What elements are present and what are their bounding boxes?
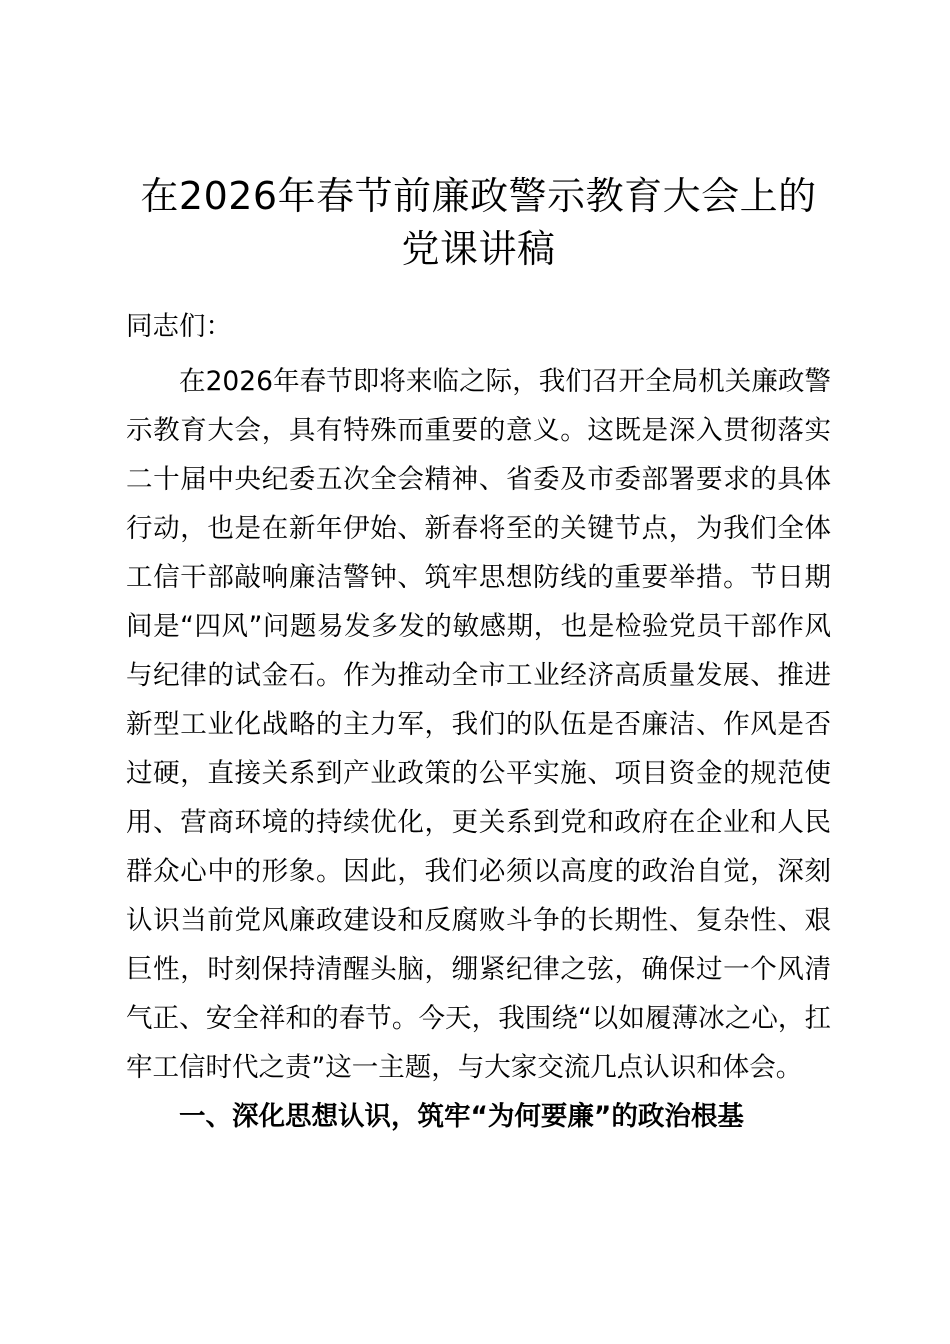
section-heading: 一、深化思想认识，筑牢“为何要廉”的政治根基 xyxy=(179,1101,744,1132)
document-title: 在2026年春节前廉政警示教育大会上的党课讲稿 xyxy=(140,174,817,271)
body-paragraph: 在2026年春节即将来临之际，我们召开全局机关廉政警示教育大会，具有特殊而重要的意义。这既是深入贯彻落实二十届中央纪委五次全会精神、省委及市委部署要求的具体行动，也是在新年伊始、新春将至的关键节点，为我们全体工信干部敲响廉洁警钟、筑牢思想防线的重要举措。节日期间是“四风”问题易发多发的敏感期，也是检验党员干部作风与纪律的试金石。作为推动全市工业经济高质量发展、推进新型工业化战略的主力军，我们的队伍是否廉洁、作风是否过硬，直接关系到产业政策的公平实施、项目资金的规范使用、营商环境的持续优化，更关系到党和政府在企业和人民群众心中的形象。因此，我们必须以高度的政治自觉，深刻认识当前党风廉政建设和反腐败斗争的长期性、复杂性、艰巨性，时刻保持清醒头脑，绷紧纪律之弦，确保过一个风清气正、安全祥和的春节。今天，我围绕“以如履薄冰之心，扛牢工信时代之责”这一主题，与大家交流几点认识和体会。 xyxy=(126,366,831,1083)
salutation: 同志们： xyxy=(126,311,232,342)
